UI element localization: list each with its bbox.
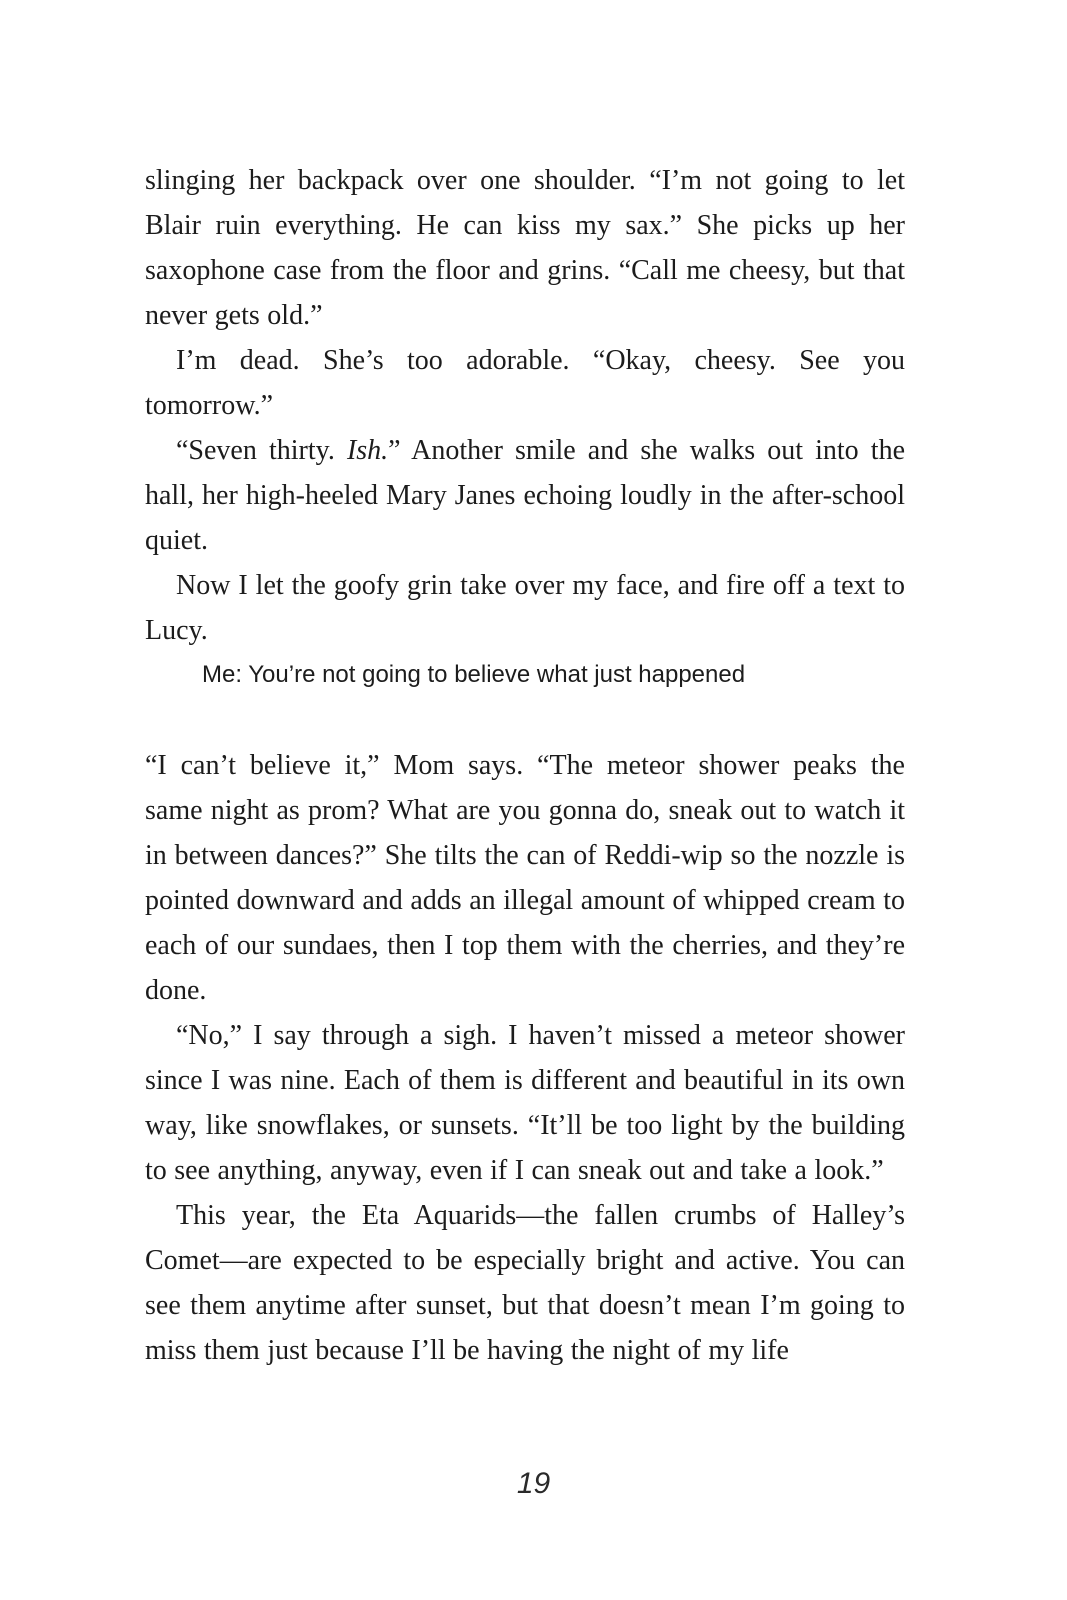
paragraph-seven-thirty-end: ” Another smile and she walks out into the hall, her high-heeled Mary Janes echoing loudly in the after-school quiet.	[145, 435, 906, 556]
paragraph-adorable: I’m dead. She’s too adorable. “Okay, cheesy. See you tomorrow.”	[145, 345, 905, 421]
emphasis-ish: Ish.	[346, 435, 389, 466]
paragraph-no-sigh: “No,” I say through a sigh. I haven’t missed a meteor shower since I was nine. Each of them is different and beautiful in its own way, like snowflakes, or sunsets. “It’ll be too light by the building to see anything, anyway, even if I can sneak out and take a look.”	[145, 1020, 905, 1186]
paragraph-backpack: slinging her backpack over one shoulder. “I’m not going to let Blair ruin everything. He can kiss my sax.” She picks up her saxophone case from the floor and grins. “Call me cheesy, but that never gets old.”	[145, 165, 905, 331]
text-message: Me: You’re not going to believe what just happened	[202, 661, 746, 688]
paragraph-eta-aquarids: This year, the Eta Aquarids—the fallen crumbs of Halley’s Comet—are expected to be especially bright and active. You can see them anytime after sunset, but that doesn’t mean I’m going to miss them just because I’ll be having the night of my life	[145, 1200, 905, 1366]
paragraph-mom-says: “I can’t believe it,” Mom says. “The meteor shower peaks the same night as prom? What are you gonna do, sneak out to watch it in between dances?” She tilts the can of Reddi-wip so the nozzle is pointed downward and adds an illegal amount of whipped cream to each of our sundaes, then I top them with the cherries, and they’re done.	[145, 750, 905, 1006]
paragraph-seven-thirty-start: “Seven thirty.	[176, 435, 347, 466]
book-page	[145, 158, 905, 1458]
section-break	[145, 697, 905, 743]
page-number: 19	[516, 1467, 551, 1500]
paragraph-goofy-grin: Now I let the goofy grin take over my face, and fire off a text to Lucy.	[145, 570, 905, 646]
paragraph-seven-thirty	[145, 428, 905, 563]
